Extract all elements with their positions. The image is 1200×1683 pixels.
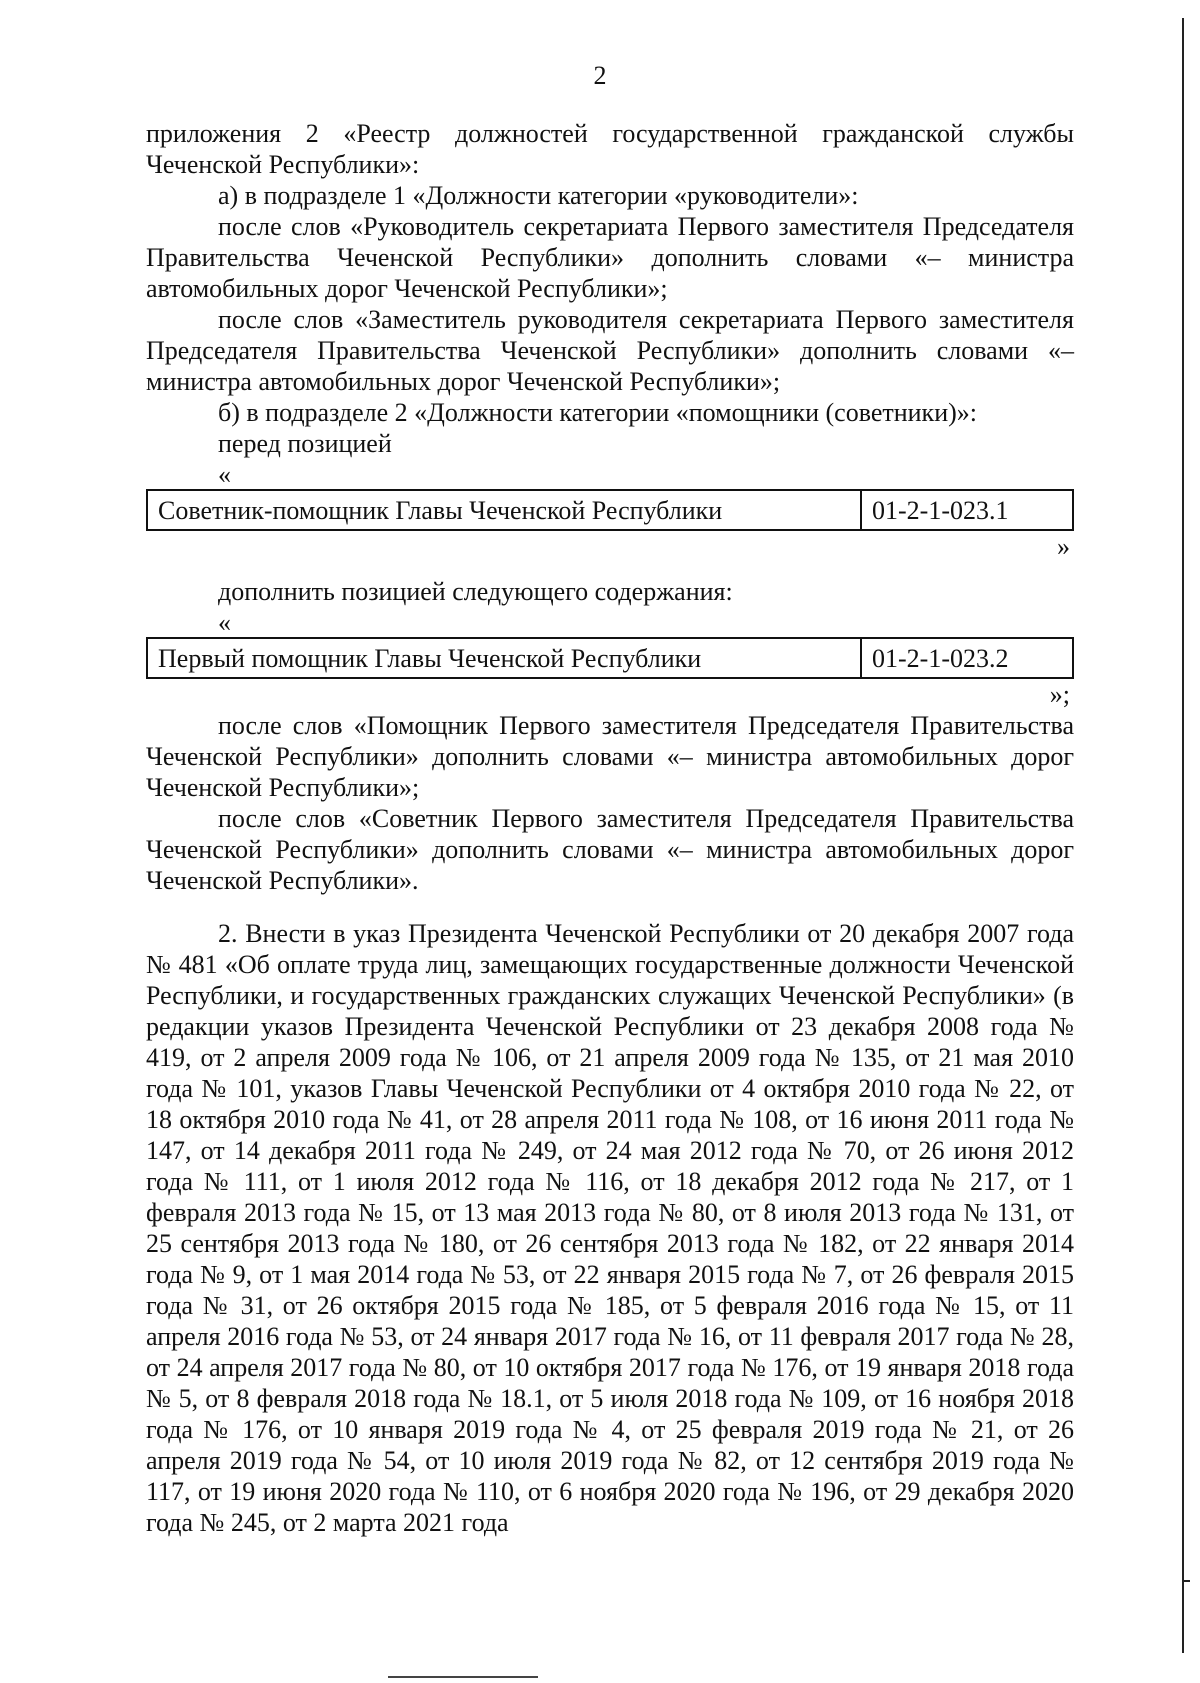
intro-line-1: приложения 2 «Реестр должностей государственной гражданской службы: [146, 119, 1074, 148]
table-row: [147, 638, 1073, 678]
scan-edge-mark: [1182, 1580, 1190, 1582]
position-code-cell: 01-2-1-023.2: [861, 638, 1073, 678]
table-row: [147, 490, 1073, 530]
section-2-paragraph: 2. Внести в указ Президента Чеченской Республики от 20 декабря 2007 года № 481 «Об оплате труда лиц, замещающих государственные должности Чеченской Республики, и государственных гражданских служащих Чеченской Республики» (в редакции указов Президента Чеченской Республики от 23 декабря 2008 года № 419, от 2 апреля 2009 года № 106, от 21 апреля 2009 года № 135, от 21 мая 2010 года № 101, указов Главы Чеченской Республики от 4 октября 2010 года № 22, от 18 октября 2010 года № 41, от 28 апреля 2011 года № 108, от 16 июня 2011 года № 147, от 14 декабря 2011 года № 249, от 24 мая 2012 года № 70, от 26 июня 2012 года № 111, от 1 июля 2012 года № 116, от 18 декабря 2012 года № 217, от 1 февраля 2013 года № 15, от 13 мая 2013 года № 80, от 8 июля 2013 года № 131, от 25 сентября 2013 года № 180, от 26 сентября 2013 года № 182, от 22 января 2014 года № 9, от 1 мая 2014 года № 53, от 22 января 2015 года № 7, от 26 февраля 2015 года № 31, от 26 октября 2015 года № 185, от 5 февраля 2016 года № 15, от 11 апреля 2016 года № 53, от 24 января 2017 года № 16, от 11 февраля 2017 года № 28, от 24 апреля 2017 года № 80, от 10 октября 2017 года № 176, от 19 января 2018 года № 5, от 8 февраля 2018 года № 18.1, от 5 июля 2018 года № 109, от 16 ноября 2018 года № 176, от 10 января 2019 года № 4, от 25 февраля 2019 года № 21, от 26 апреля 2019 года № 54, от 10 июля 2019 года № 82, от 12 сентября 2019 года № 117, от 19 июня 2020 года № 110, от 6 ноября 2020 года № 196, от 29 декабря 2020 года № 245, от 2 марта 2021 года: [146, 919, 1074, 1537]
scan-edge-line: [1182, 18, 1184, 1653]
section-a-paragraph-2: после слов «Заместитель руководителя секретариата Первого заместителя Председателя Правительства Чеченской Республики» дополнить словами «– министра автомобильных дорог Чеченской Республики»;: [146, 305, 1074, 396]
section-b-paragraph-3: после слов «Помощник Первого заместителя Председателя Правительства Чеченской Республики» дополнить словами «– министра автомобильных дорог Чеченской Республики»;: [146, 711, 1074, 802]
add-position-label: дополнить позицией следующего содержания:: [218, 577, 733, 606]
intro-line-2: Чеченской Республики»:: [146, 150, 420, 179]
position-code-cell: 01-2-1-023.1: [861, 490, 1073, 530]
section-a-paragraph-1: после слов «Руководитель секретариата Первого заместителя Председателя Правительства Чеченской Республики» дополнить словами «– министра автомобильных дорог Чеченской Республики»;: [146, 212, 1074, 303]
position-title-cell: Первый помощник Главы Чеченской Республики: [147, 638, 861, 678]
close-quote-1: »: [1057, 532, 1070, 561]
position-table-new: [146, 637, 1074, 679]
scan-bottom-mark: [388, 1676, 538, 1678]
open-quote-2: «: [218, 608, 231, 637]
document-body: [146, 118, 1074, 1538]
close-quote-2: »;: [1049, 680, 1070, 709]
before-position-label: перед позицией: [218, 429, 392, 458]
open-quote-1: «: [218, 460, 231, 489]
position-table-existing: [146, 489, 1074, 531]
page-number: 2: [593, 61, 607, 90]
section-a-heading: а) в подразделе 1 «Должности категории «руководители»:: [218, 181, 859, 210]
position-title-cell: Советник-помощник Главы Чеченской Республики: [147, 490, 861, 530]
section-b-heading: б) в подразделе 2 «Должности категории «помощники (советники)»:: [218, 398, 977, 427]
section-b-paragraph-4: после слов «Советник Первого заместителя Председателя Правительства Чеченской Республики» дополнить словами «– министра автомобильных дорог Чеченской Республики».: [146, 804, 1074, 895]
